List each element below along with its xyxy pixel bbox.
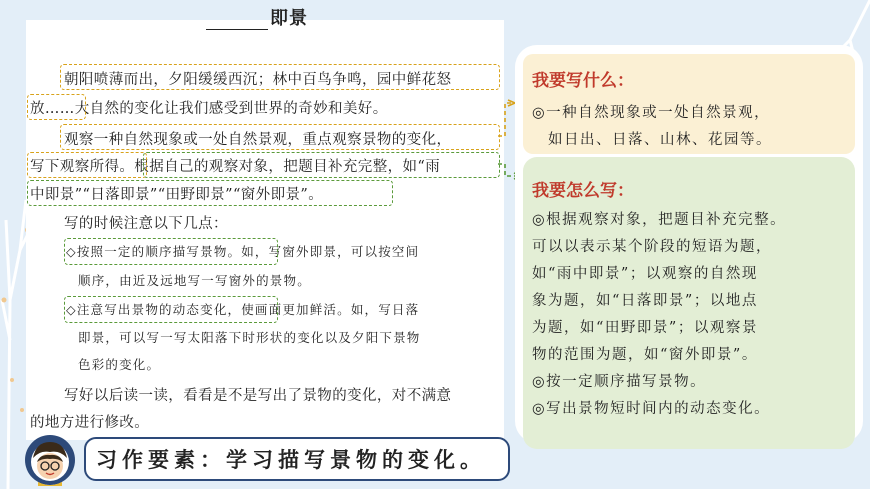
title-text: 即景 [270, 8, 308, 29]
how-card-line: 象为题，如“日落即景”；以地点 [532, 293, 758, 309]
para2-line2: 写下观察所得。根据自己的观察对象，把题目补充完整，如“雨 [30, 159, 441, 175]
what-card-line: ◎一种自然现象或一处自然景观， [532, 105, 771, 121]
what-card-title: 我要写什么： [532, 71, 634, 91]
highlight-box-point1 [64, 238, 278, 265]
highlight-box-observe [27, 152, 147, 178]
how-card-title: 我要怎么写： [532, 181, 634, 201]
how-card-line: ◎根据观察对象，把题目补充完整。 [532, 212, 787, 228]
how-card-line: ◎按一定顺序描写景物。 [532, 374, 707, 390]
key-point-text: 习作要素：学习描写景物的变化。 [96, 448, 486, 472]
how-card-line: 物的范围为题，如“窗外即景”。 [532, 347, 758, 363]
point2-line3: 色彩的变化。 [78, 357, 161, 372]
highlight-box-para2 [60, 124, 500, 150]
highlight-box-point2 [64, 296, 278, 323]
highlight-box-examples [27, 180, 393, 206]
para1-line1: 朝阳喷薄而出，夕阳缓缓西沉；林中百鸟争鸣，园中鲜花怒 [64, 72, 452, 88]
point1-line1: ◇按照一定的顺序描写景物。如，写窗外即景，可以按空间 [66, 244, 420, 259]
student-avatar [24, 434, 76, 486]
title-blank [206, 13, 268, 30]
highlight-box-fang [27, 94, 86, 120]
highlight-box-title-hint [143, 152, 500, 178]
how-card-line: 为题，如“田野即景”；以观察景 [532, 320, 758, 336]
how-card-line: 如“雨中即景”；以观察的自然现 [532, 266, 758, 282]
point2-line2: 即景，可以写一写太阳落下时形状的变化以及夕阳下景物 [78, 330, 421, 345]
highlight-box-para1 [60, 64, 500, 90]
what-card-line: 如日出、日落、山林、花园等。 [548, 132, 772, 148]
para4-line2: 的地方进行修改。 [30, 415, 150, 431]
para1-line2: 放……大自然的变化让我们感受到世界的奇妙和美好。 [30, 101, 388, 117]
para2-line1: 观察一种自然现象或一处自然景观，重点观察景物的变化， [64, 132, 452, 148]
point1-line2: 顺序，由近及远地写一写窗外的景物。 [78, 273, 311, 288]
point2-line1: ◇注意写出景物的动态变化，使画面更加鲜活。如，写日落 [66, 302, 420, 317]
how-card-line: 可以以表示某个阶段的短语为题， [532, 239, 772, 255]
para3: 写的时候注意以下几点： [64, 216, 228, 232]
how-card-line: ◎写出景物短时间内的动态变化。 [532, 401, 771, 417]
document-title [206, 4, 308, 30]
para2-line3: 中即景”“日落即景”“田野即景”“窗外即景”。 [30, 187, 324, 203]
para4-line1: 写好以后读一读，看看是不是写出了景物的变化，对不满意 [64, 388, 452, 404]
